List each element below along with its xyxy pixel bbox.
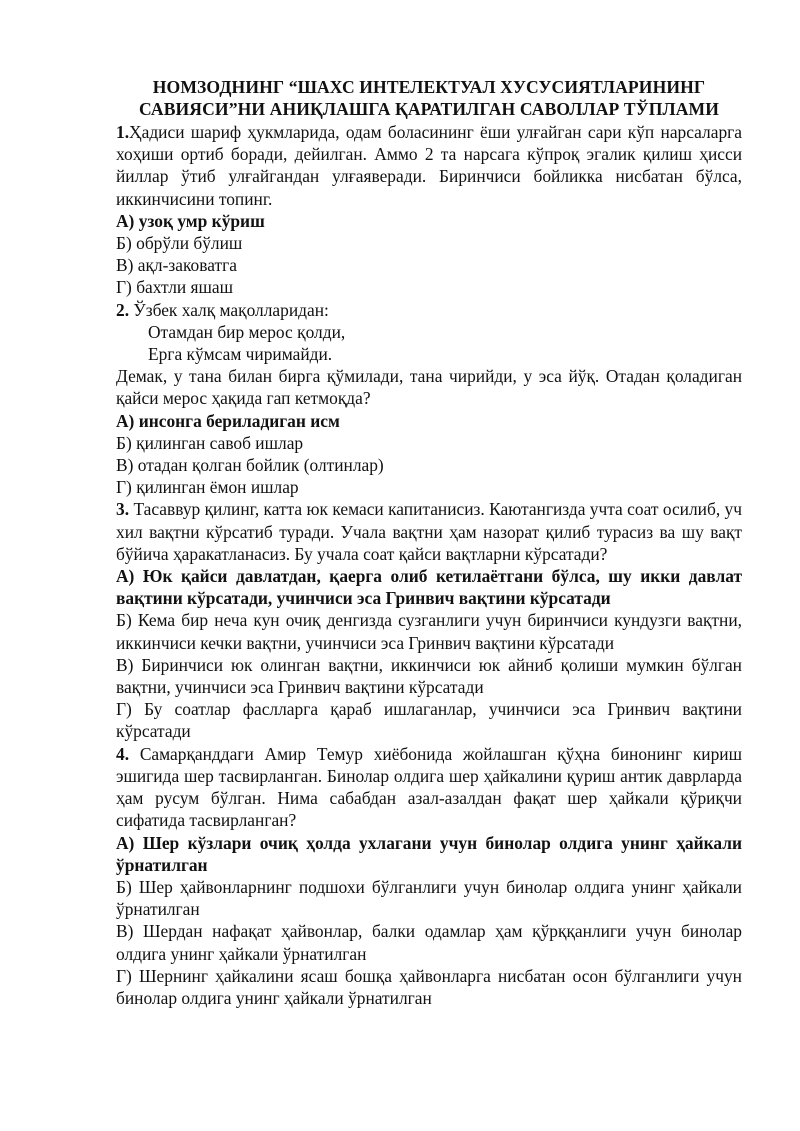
question-text: 3. Тасаввур қилинг, катта юк кемаси капитанисиз. Каютангизда учта соат осилиб, уч хил вақтни кўрсатиб туради. Учала вақтни ҳам назорат қилиб турасиз ва шу вақт бўйича ҳаракатланасиз. Бу учала соат қайси вақтларни кўрсатади?	[116, 499, 742, 564]
option: Г) Бу соатлар фаслларга қараб ишлаганлар, учинчиси эса Гринвич вақтини кўрсатади	[116, 699, 742, 742]
correct-option: А) инсонга бериладиган исм	[116, 410, 340, 431]
question-1	[116, 121, 742, 299]
question-2	[116, 299, 742, 499]
question-number: 3.	[116, 499, 130, 520]
title-line-1: НОМЗОДНИНГ “ШАХС ИНТЕЛЕКТУАЛ ХУСУСИЯТЛАРИНИНГ	[152, 77, 706, 97]
question-text: 1.Ҳадиси шариф ҳукмларида, одам боласининг ёши улғайган сари кўп нарсаларга хоҳиши ортиб боради, дейилган. Аммо 2 та нарсага кўпроқ эгалик қилиш ҳисси йиллар ўтиб улғайгандан улғаяверади. Биринчиси бойликка нисбатан бўлса, иккинчисини топинг.	[116, 122, 742, 209]
correct-option: А) узоқ умр кўриш	[116, 210, 265, 231]
question-number: 1.	[116, 122, 130, 142]
option: Б) обрўли бўлиш	[116, 233, 243, 254]
question-4	[116, 743, 742, 1009]
option: Б) Кема бир неча кун очиқ денгизда сузганлиги учун биринчиси кундузги вақтни, иккинчиси кечки вақтни, учинчиси эса Гринвич вақтини кўрсатади	[116, 610, 742, 653]
correct-option: А) Юк қайси давлатдан, қаерга олиб кетилаётгани бўлса, шу икки давлат вақтини кўрсатади, учинчиси эса Гринвич вақтини кўрсатади	[116, 566, 742, 609]
option: В) отадан қолган бойлик (олтинлар)	[116, 455, 384, 476]
option: Г) бахтли яшаш	[116, 277, 234, 298]
poem-line: Ерга кўмсам чиримайди.	[148, 344, 333, 365]
question-number: 4.	[116, 743, 130, 764]
page-title	[116, 76, 742, 120]
poem-line: Отамдан бир мерос қолди,	[148, 321, 346, 342]
question-text: 4. Самарқанддаги Амир Темур хиёбонида жойлашган қўҳна бинонинг кириш эшигида шер тасвирланган. Бинолар олдига шер ҳайкалини қуриш антик даврларда ҳам русум бўлган. Нима сабабдан азал-азалдан фақат шер ҳайкали қўриқчи сифатида тасвирланган?	[116, 743, 742, 831]
correct-option: А) Шер кўзлари очиқ ҳолда ухлагани учун бинолар олдига унинг ҳайкали ўрнатилган	[116, 832, 742, 875]
option: В) ақл-заковатга	[116, 255, 237, 276]
question-3	[116, 498, 742, 742]
option: Б) Шер ҳайвонларнинг подшохи бўлганлиги учун бинолар олдига унинг ҳайкали ўрнатилган	[116, 876, 742, 920]
option: Г) қилинган ёмон ишлар	[116, 477, 299, 498]
option: В) Шердан нафақат ҳайвонлар, балки одамлар ҳам қўрққанлиги учун бинолар олдига унинг ҳайкали ўрнатилган	[116, 921, 742, 964]
option: Г) Шернинг ҳайкалини ясаш бошқа ҳайвонларга нисбатан осон бўлганлиги учун бинолар олдига унинг ҳайкали ўрнатилган	[116, 965, 742, 1008]
document-page	[116, 76, 742, 1009]
option: В) Биринчиси юк олинган вақтни, иккинчиси юк айниб қолиши мумкин бўлган вақтни, учинчиси эса Гринвич вақтини кўрсатади	[116, 654, 742, 698]
option: Б) қилинган савоб ишлар	[116, 432, 304, 453]
title-line-2: САВИЯСИ”НИ АНИҚЛАШГА ҚАРАТИЛГАН САВОЛЛАР ТЎПЛАМИ	[138, 99, 720, 119]
question-text-continued: Демак, у тана билан бирга қўмилади, тана чирийди, у эса йўқ. Отадан қоладиган қайси мерос ҳақида гап кетмоқда?	[116, 366, 742, 409]
question-text: 2. Ўзбек халқ мақолларидан:	[116, 299, 329, 320]
question-number: 2.	[116, 299, 130, 320]
